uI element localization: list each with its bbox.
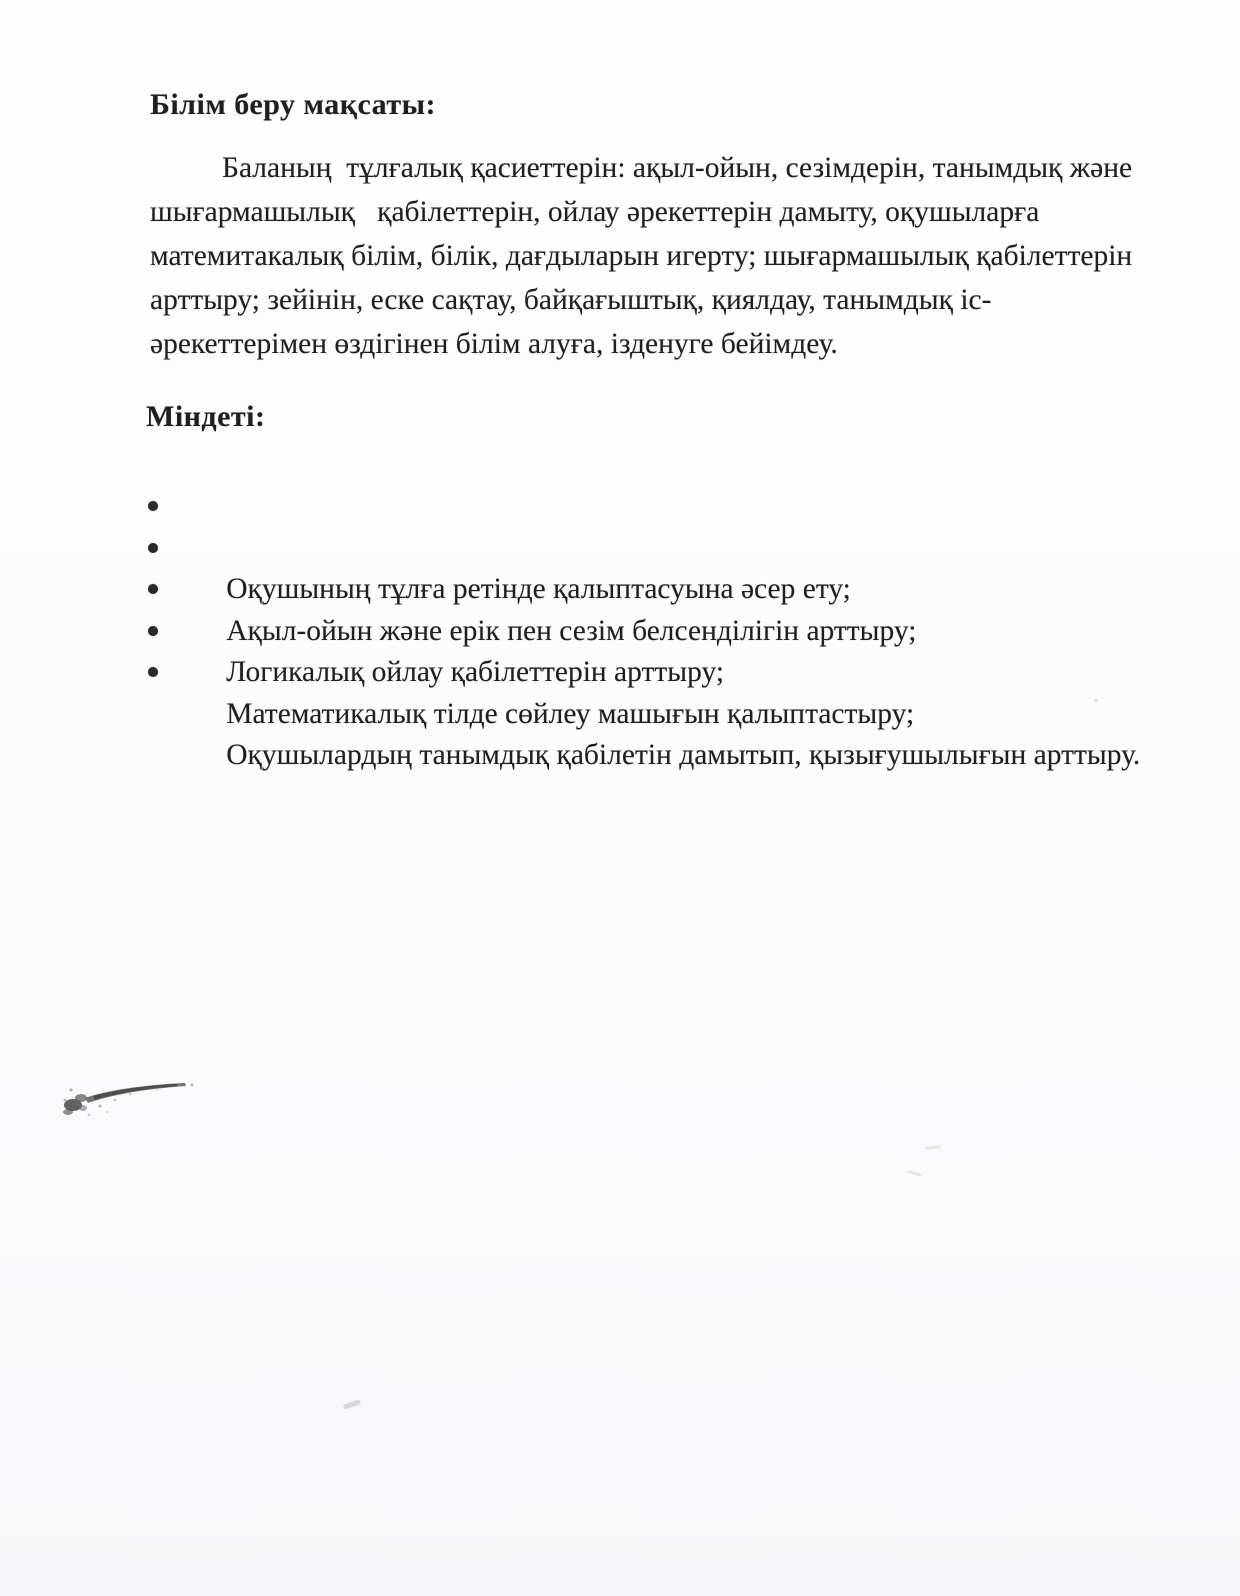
ink-smudge	[55, 1060, 205, 1120]
bullet-text: Математикалық тілде сөйлеу машығын қалыптастыру;	[226, 697, 915, 730]
scan-speck	[343, 1399, 362, 1409]
bullet-text: Логикалық ойлау қабілеттерін арттыру;	[226, 656, 725, 688]
paragraph-line: шығармашылық қабілеттерін, ойлау әрекеттерін дамыту, оқушыларға	[150, 196, 1040, 228]
bullet-text: Оқушылардың танымдық қабілетін дамытып, қызығушылығын арттыру.	[226, 739, 1141, 771]
bullet-icon	[148, 501, 158, 511]
scan-speck	[925, 1145, 941, 1150]
bullet-icon	[148, 667, 158, 677]
tasks-bullet-list	[146, 486, 1146, 771]
goal-paragraph	[150, 146, 1150, 366]
paragraph-line: әрекеттерімен өздігінен білім алуға, ізденуге бейімдеу.	[150, 328, 838, 360]
paragraph-line: Баланың тұлғалық қасиеттерін: ақыл-ойын, сезімдерін, танымдық және	[222, 152, 1133, 184]
bullet-icon	[148, 584, 158, 594]
bullet-text: Ақыл-ойын және ерік пен сезім белсенділігін арттыру;	[226, 614, 917, 647]
bullet-text: Оқушының тұлға ретінде қалыптасуына әсер ету;	[226, 573, 851, 605]
heading-education-goal: Білім беру мақсаты:	[150, 88, 437, 121]
paragraph-line: арттыру; зейінін, еске сақтау, байқағыштық, қиялдау, танымдық іс-	[150, 284, 992, 316]
scan-speck	[908, 1170, 922, 1177]
bullet-icon	[148, 543, 158, 553]
heading-tasks: Міндеті:	[146, 400, 266, 433]
paragraph-line: матемитакалық білім, білік, дағдыларын игерту; шығармашылық қабілеттерін	[150, 240, 1133, 272]
list-item	[146, 486, 1146, 605]
bullet-icon	[148, 626, 158, 636]
scan-speck	[1094, 699, 1098, 702]
